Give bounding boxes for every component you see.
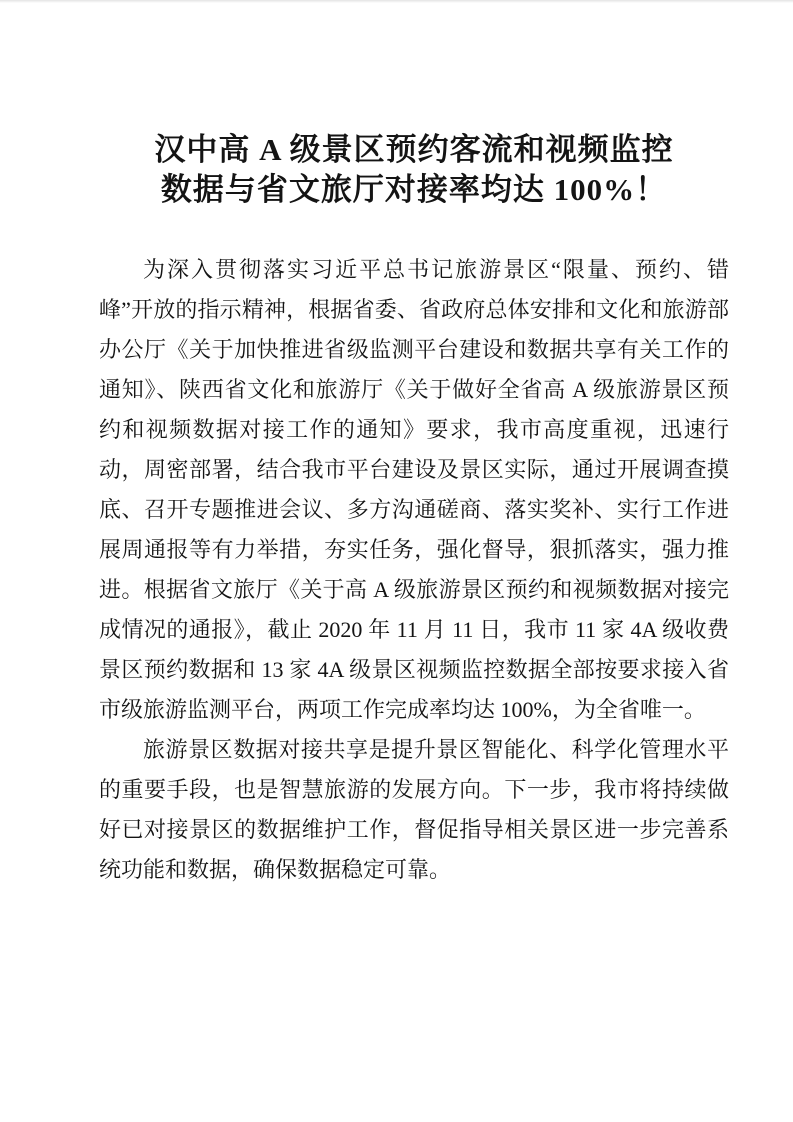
body-paragraph-1: 为深入贯彻落实习近平总书记旅游景区“限量、预约、错峰”开放的指示精神，根据省委、省政府总体安排和文化和旅游部办公厅《关于加快推进省级监测平台建设和数据共享有关工作的通知》、陕西省文化和旅游厅《关于做好全省高 A 级旅游景区预约和视频数据对接工作的通知》要求，我市高度重视，迅速行动，周密部署，结合我市平台建设及景区实际，通过开展调查摸底、召开专题推进会议、多方沟通磋商、落实奖补、实行工作进展周通报等有力举措，夯实任务，强化督导，狠抓落实，强力推进。根据省文旅厅《关于高 A 级旅游景区预约和视频数据对接完成情况的通报》，截止 2020 年 11 月 11 日，我市 11 家 4A 级收费景区预约数据和 13 家 4A 级景区视频监控数据全部按要求接入省市级旅游监测平台，两项工作完成率均达 100%，为全省唯一。 [99, 257, 729, 722]
document-body [99, 250, 729, 890]
body-paragraph-2: 旅游景区数据对接共享是提升景区智能化、科学化管理水平的重要手段，也是智慧旅游的发展方向。下一步，我市将持续做好已对接景区的数据维护工作，督促指导相关景区进一步完善系统功能和数据，确保数据稳定可靠。 [99, 737, 729, 882]
document-title-line-1: 汉中高 A 级景区预约客流和视频监控 [154, 132, 674, 167]
document-title [99, 130, 729, 210]
document-title-line-2: 数据与省文旅厅对接率均达 100%！ [160, 172, 668, 207]
scan-edge-shadow [0, 0, 793, 3]
